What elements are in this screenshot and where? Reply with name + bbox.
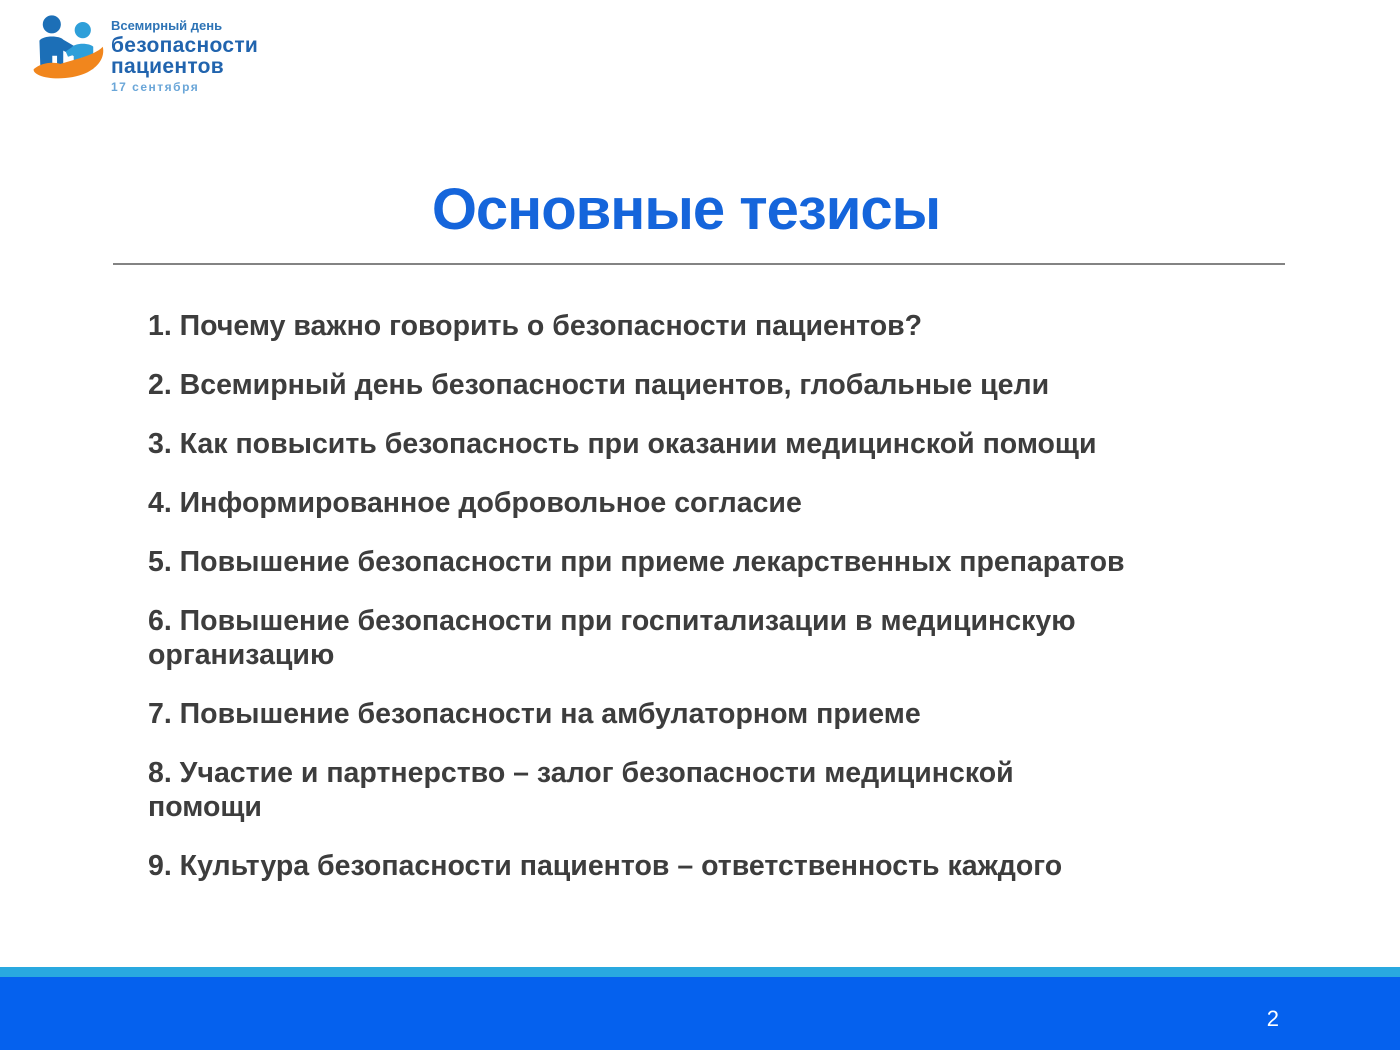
thesis-text: 8. Участие и партнерство – залог безопасности медицинской bbox=[148, 757, 1014, 789]
thesis-text: 3. Как повысить безопасность при оказании медицинской помощи bbox=[148, 428, 1097, 460]
thesis-item-1 bbox=[148, 309, 1298, 343]
thesis-item-2 bbox=[148, 368, 1298, 402]
patient-safety-logo-icon bbox=[30, 12, 106, 92]
logo-text-line3: пациентов bbox=[111, 55, 224, 78]
logo bbox=[30, 12, 258, 94]
logo-text-line2: безопасности bbox=[111, 34, 259, 57]
thesis-text: 5. Повышение безопасности при приеме лекарственных препаратов bbox=[148, 546, 1125, 578]
theses-list bbox=[148, 309, 1298, 908]
logo-text bbox=[111, 12, 258, 94]
thesis-text: помощи bbox=[148, 791, 262, 823]
title-divider bbox=[113, 263, 1285, 265]
thesis-item-3 bbox=[148, 427, 1298, 461]
thesis-text: 9. Культура безопасности пациентов – ответственность каждого bbox=[148, 850, 1063, 882]
logo-date: 17 сентября bbox=[111, 80, 200, 94]
thesis-text: 4. Информированное добровольное согласие bbox=[148, 487, 802, 519]
thesis-item-4 bbox=[148, 486, 1298, 520]
slide-title: Основные тезисы bbox=[431, 177, 941, 242]
footer-accent-bar bbox=[0, 967, 1400, 977]
thesis-text: 7. Повышение безопасности на амбулаторном приеме bbox=[148, 698, 921, 730]
thesis-item-8 bbox=[148, 756, 1298, 824]
logo-text-line1: Всемирный день bbox=[111, 18, 223, 33]
thesis-text: 6. Повышение безопасности при госпитализации в медицинскую bbox=[148, 605, 1076, 637]
thesis-item-5 bbox=[148, 545, 1298, 579]
thesis-item-7 bbox=[148, 697, 1298, 731]
thesis-item-6 bbox=[148, 604, 1298, 672]
footer-bar bbox=[0, 977, 1400, 1050]
thesis-text: организацию bbox=[148, 639, 335, 671]
thesis-item-9 bbox=[148, 849, 1298, 883]
thesis-text: 2. Всемирный день безопасности пациентов, глобальные цели bbox=[148, 369, 1050, 401]
thesis-text: 1. Почему важно говорить о безопасности пациентов? bbox=[148, 310, 923, 342]
page-number: 2 bbox=[1266, 1006, 1279, 1031]
